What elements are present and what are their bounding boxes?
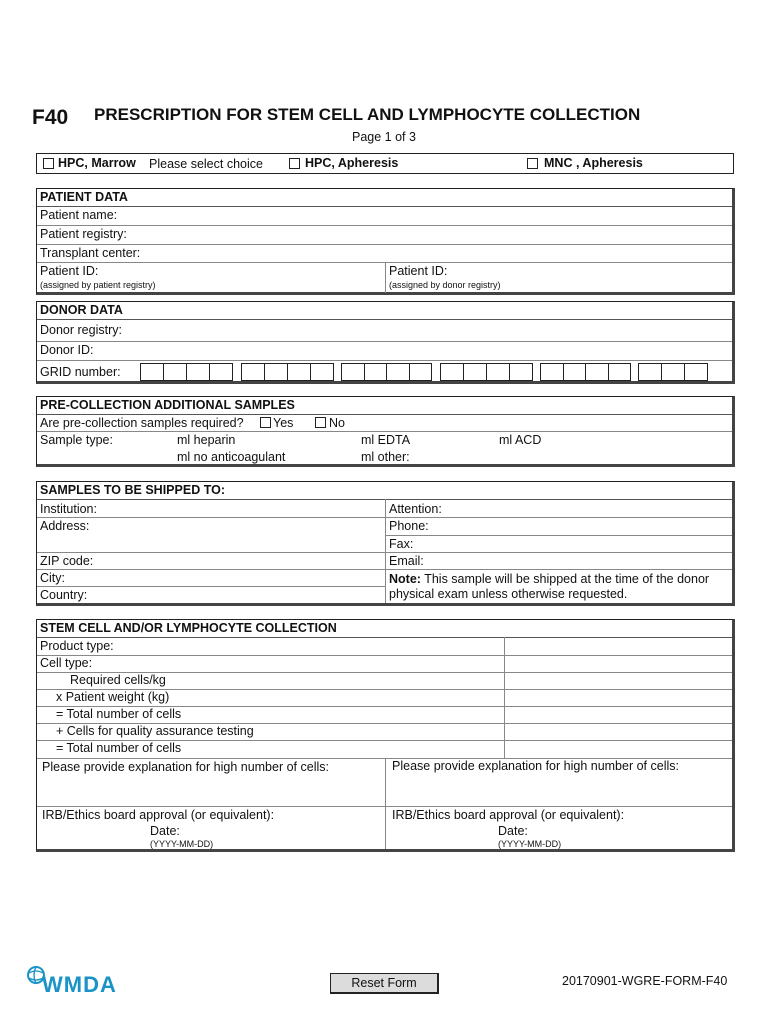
footer-form-code: 20170901-WGRE-FORM-F40 [562, 974, 728, 988]
patient-id-left-note: (assigned by patient registry) [40, 280, 156, 290]
hpc-apheresis-label: HPC, Apheresis [305, 156, 399, 170]
form-code: F40 [32, 106, 69, 129]
cell-type-label: Cell type: [40, 656, 93, 670]
patient-id-right-label: Patient ID: [389, 264, 448, 278]
precollection-no-checkbox[interactable] [315, 417, 326, 428]
irb-left-date-format: (YYYY-MM-DD) [150, 839, 214, 849]
precollection-no-label: No [329, 416, 345, 430]
patient-registry-label: Patient registry: [40, 227, 127, 241]
irb-left-label: IRB/Ethics board approval (or equivalent): [42, 808, 275, 822]
collection-section [36, 619, 735, 852]
hpc-marrow-label: HPC, Marrow [58, 156, 136, 170]
attention-label: Attention: [389, 502, 442, 516]
zip-code-label: ZIP code: [40, 554, 94, 568]
product-select-placeholder[interactable]: Please select choice [149, 157, 263, 171]
precollection-yes-checkbox[interactable] [260, 417, 271, 428]
grid-number-input[interactable] [140, 363, 720, 381]
ml-heparin-label: ml heparin [177, 433, 236, 447]
patient-name-label: Patient name: [40, 208, 118, 222]
page-indicator: Page 1 of 3 [352, 130, 416, 144]
explanation-right-label: Please provide explanation for high number of cells: [392, 759, 679, 773]
irb-right-label: IRB/Ethics board approval (or equivalent): [392, 808, 625, 822]
donor-registry-label: Donor registry: [40, 323, 122, 337]
patient-id-right-note: (assigned by donor registry) [389, 280, 501, 290]
hpc-apheresis-checkbox[interactable] [289, 158, 300, 169]
email-label: Email: [389, 554, 424, 568]
mnc-apheresis-checkbox[interactable] [527, 158, 538, 169]
shipping-section [36, 481, 735, 606]
transplant-center-label: Transplant center: [40, 246, 141, 260]
irb-right-date-label: Date: [498, 824, 528, 838]
ml-no-anticoagulant-label: ml no anticoagulant [177, 450, 286, 464]
grid-number-label: GRID number: [40, 365, 121, 379]
required-cells-label: Required cells/kg [70, 673, 166, 687]
explanation-left-label: Please provide explanation for high number of cells: [42, 760, 329, 774]
irb-left-date-label: Date: [150, 824, 180, 838]
product-choice-row [36, 153, 734, 174]
ml-other-label: ml other: [361, 450, 410, 464]
phone-label: Phone: [389, 519, 429, 533]
hpc-marrow-checkbox[interactable] [43, 158, 54, 169]
ml-acd-label: ml ACD [499, 433, 542, 447]
ml-edta-label: ml EDTA [361, 433, 411, 447]
shipping-note: Note: This sample will be shipped at the time of the donor [389, 572, 710, 586]
precollection-section [36, 396, 735, 467]
patient-data-heading: PATIENT DATA [37, 189, 732, 207]
donor-data-section [36, 301, 735, 384]
country-label: Country: [40, 588, 88, 602]
patient-weight-label: x Patient weight (kg) [56, 690, 170, 704]
shipping-note-line2: physical exam unless otherwise requested. [389, 587, 628, 601]
patient-id-left-label: Patient ID: [40, 264, 99, 278]
collection-heading: STEM CELL AND/OR LYMPHOCYTE COLLECTION [37, 620, 732, 638]
address-label: Address: [40, 519, 90, 533]
total-cells-label: = Total number of cells [56, 707, 182, 721]
patient-data-section [36, 188, 735, 295]
fax-label: Fax: [389, 537, 414, 551]
shipping-heading: SAMPLES TO BE SHIPPED TO: [37, 482, 732, 500]
product-type-label: Product type: [40, 639, 114, 653]
wmda-logo: WMDA [26, 964, 118, 998]
city-label: City: [40, 571, 65, 585]
institution-label: Institution: [40, 502, 97, 516]
precollection-heading: PRE-COLLECTION ADDITIONAL SAMPLES [37, 397, 732, 415]
total-cells-final-label: = Total number of cells [56, 741, 182, 755]
irb-right-date-format: (YYYY-MM-DD) [498, 839, 562, 849]
reset-form-button[interactable]: Reset Form [330, 973, 439, 994]
form-title: PRESCRIPTION FOR STEM CELL AND LYMPHOCYTE COLLECTION [94, 105, 641, 124]
donor-data-heading: DONOR DATA [37, 302, 732, 320]
mnc-apheresis-label: MNC , Apheresis [544, 156, 643, 170]
donor-id-label: Donor ID: [40, 343, 94, 357]
sample-type-label: Sample type: [40, 433, 113, 447]
qa-cells-label: + Cells for quality assurance testing [56, 724, 254, 738]
precollection-yes-label: Yes [273, 416, 294, 430]
precollection-question: Are pre-collection samples required? [40, 416, 244, 430]
